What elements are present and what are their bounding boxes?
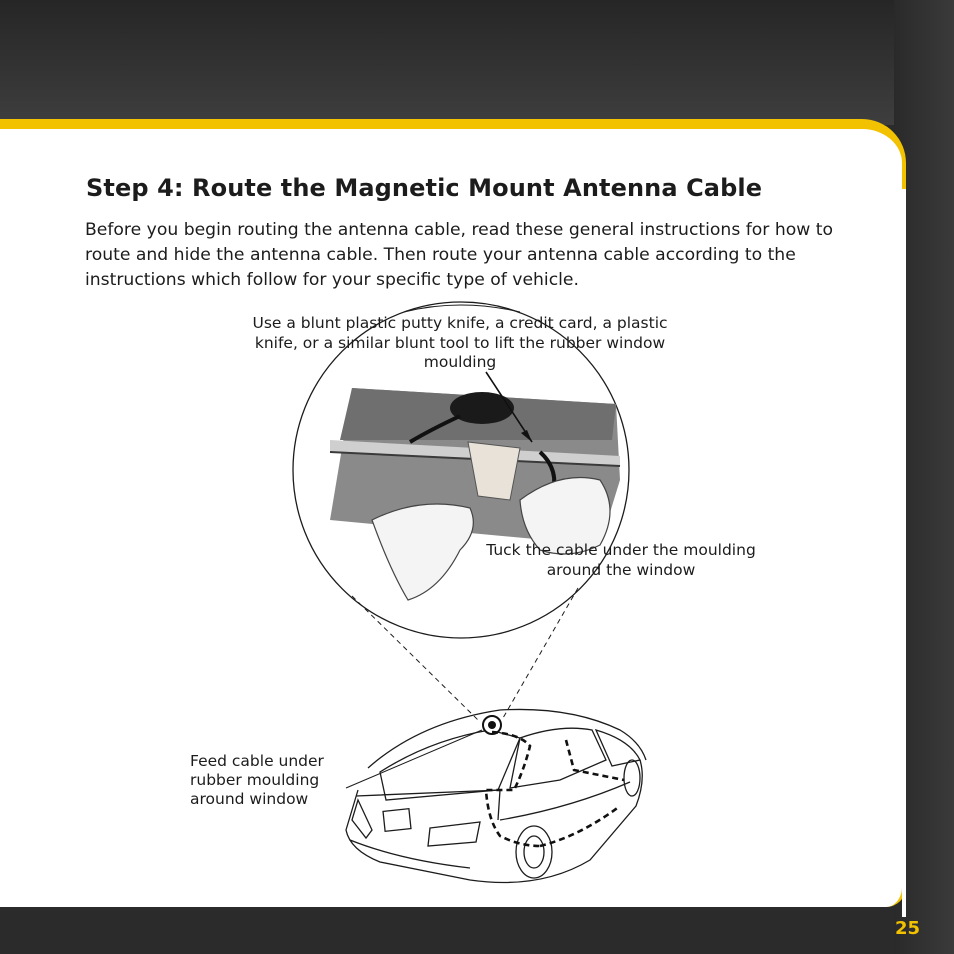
callout-feed-instruction: Feed cable under rubber moulding around window xyxy=(190,752,324,808)
callout-tuck-instruction: Tuck the cable under the moulding around the window xyxy=(486,541,756,579)
page-title: Step 4: Route the Magnetic Mount Antenna Cable xyxy=(86,174,763,202)
car-rear-icon xyxy=(346,709,646,882)
callout-tool-instruction: Use a blunt plastic putty knife, a credit card, a plastic knife, or a similar blunt tool to lift the rubber window moulding xyxy=(252,314,668,371)
page-number: 25 xyxy=(894,918,920,939)
intro-paragraph: Before you begin routing the antenna cable, read these general instructions for how to route and hide the antenna cable. Then route your antenna cable according to the instructions which follow for your specific type of vehicle. xyxy=(85,220,834,290)
